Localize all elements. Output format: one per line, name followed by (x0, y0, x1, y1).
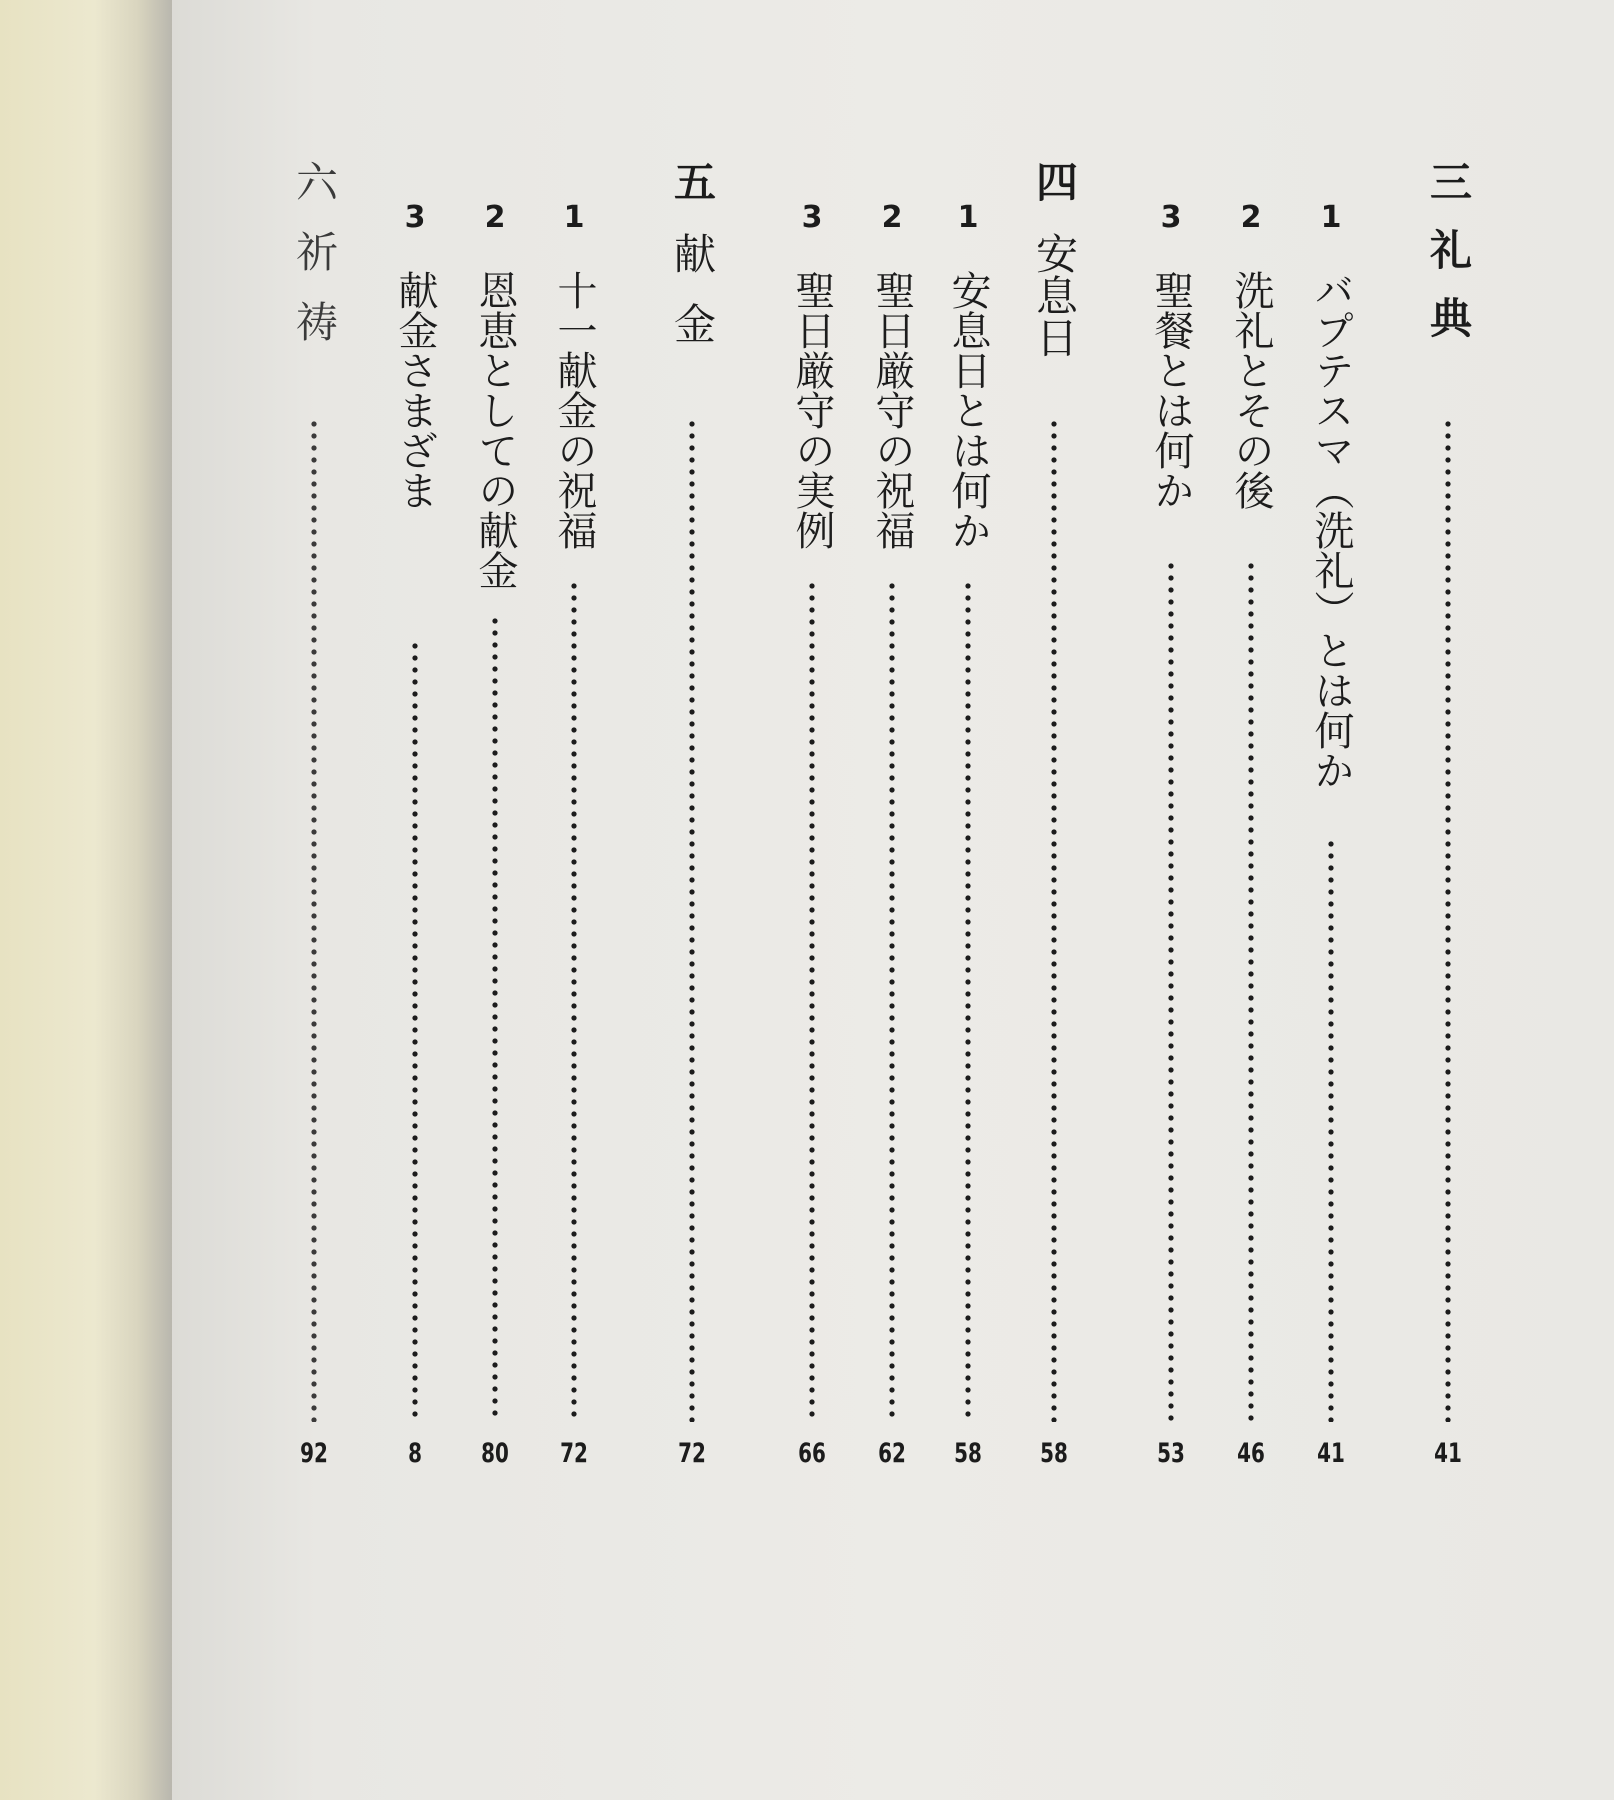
chapter-title: 祈祷 (290, 230, 339, 370)
leader-dots (689, 418, 695, 1422)
toc-chapter-4 (1024, 0, 1084, 1800)
page-edge (0, 0, 172, 1800)
page-number: 41 (1434, 1438, 1462, 1469)
page-number: 41 (1317, 1438, 1345, 1469)
toc-chapter-3 (1418, 0, 1478, 1800)
chapter-title: 献金 (668, 232, 717, 372)
chapter-number: 四 (1030, 160, 1079, 202)
toc-section-5-2 (465, 0, 525, 1800)
page-number: 8 (408, 1438, 422, 1469)
leader-dots (1328, 838, 1334, 1422)
toc-section-4-3 (782, 0, 842, 1800)
leader-dots (311, 418, 317, 1422)
page-number: 72 (678, 1438, 706, 1469)
toc-section-3-3 (1141, 0, 1201, 1800)
toc-page (172, 0, 1614, 1800)
page-number: 80 (481, 1438, 509, 1469)
section-title: 十一献金の祝福 (551, 270, 597, 550)
chapter-title: 礼典 (1424, 228, 1473, 364)
toc-section-3-1 (1301, 0, 1361, 1800)
toc-section-5-3 (385, 0, 445, 1800)
section-title: 聖餐とは何か (1148, 270, 1194, 510)
chapter-number: 五 (668, 160, 717, 202)
leader-dots (1051, 418, 1057, 1422)
page-number: 53 (1157, 1438, 1185, 1469)
toc-section-4-1 (938, 0, 998, 1800)
toc-section-4-2 (862, 0, 922, 1800)
chapter-heading (1024, 160, 1084, 358)
leader-dots (1248, 560, 1254, 1422)
chapter-heading (662, 160, 722, 372)
section-title: バプテスマ（洗礼）とは何か (1308, 270, 1354, 790)
page-number: 66 (798, 1438, 826, 1469)
section-title: 安息日とは何か (945, 270, 991, 550)
leader-dots (571, 580, 577, 1422)
section-title: 聖日厳守の実例 (789, 270, 835, 550)
section-number: 2 (881, 200, 903, 235)
leader-dots (889, 580, 895, 1422)
section-title: 恩恵としての献金 (472, 270, 518, 590)
chapter-title: 安息日 (1030, 232, 1079, 358)
section-title: 聖日厳守の祝福 (869, 270, 915, 550)
section-number: 1 (957, 200, 979, 235)
leader-dots (1445, 418, 1451, 1422)
leader-dots (809, 580, 815, 1422)
section-number: 3 (404, 200, 426, 235)
chapter-heading (1418, 160, 1478, 364)
section-title: 洗礼とその後 (1228, 270, 1274, 510)
toc-chapter-6 (284, 0, 344, 1800)
page-number: 92 (300, 1438, 328, 1469)
leader-dots (1168, 560, 1174, 1422)
section-title: 献金さまざま (392, 270, 438, 510)
section-number: 1 (563, 200, 585, 235)
section-number: 2 (1240, 200, 1262, 235)
section-number: 1 (1320, 200, 1342, 235)
toc-section-5-1 (544, 0, 604, 1800)
page-number: 58 (1040, 1438, 1068, 1469)
page-number: 46 (1237, 1438, 1265, 1469)
chapter-number: 三 (1424, 160, 1473, 228)
section-number: 3 (801, 200, 823, 235)
chapter-number: 六 (290, 160, 339, 230)
toc-section-3-2 (1221, 0, 1281, 1800)
section-number: 3 (1160, 200, 1182, 235)
leader-dots (965, 580, 971, 1422)
section-number: 2 (484, 200, 506, 235)
page-number: 62 (878, 1438, 906, 1469)
page-number: 58 (954, 1438, 982, 1469)
leader-dots (492, 615, 498, 1422)
chapter-heading (284, 160, 344, 370)
leader-dots (412, 640, 418, 1422)
page-number: 72 (560, 1438, 588, 1469)
toc-chapter-5 (662, 0, 722, 1800)
